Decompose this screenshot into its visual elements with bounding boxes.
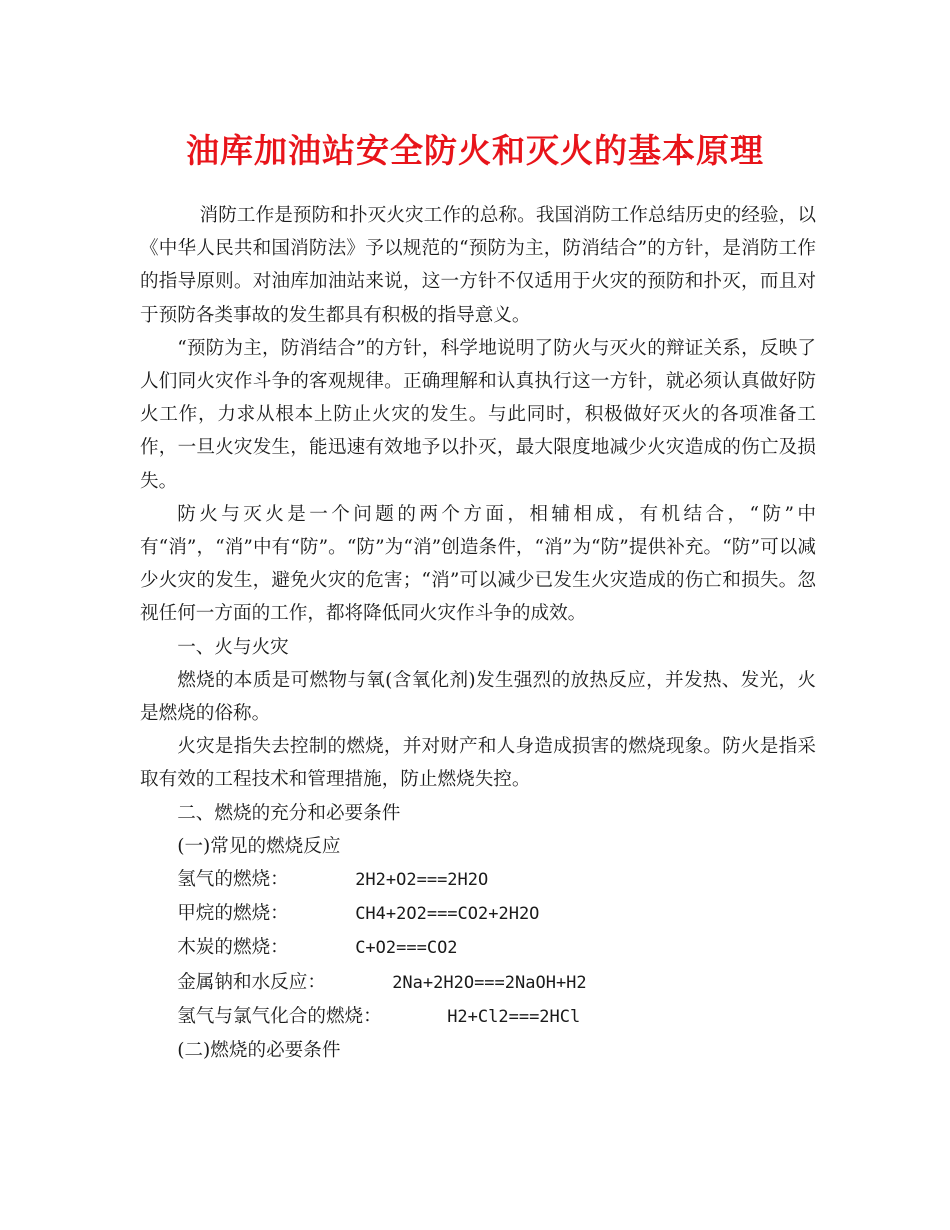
section-heading-conditions: 二、燃烧的充分和必要条件 bbox=[177, 802, 401, 824]
reaction-formula: H2+Cl2===2HCl bbox=[447, 1006, 581, 1027]
reaction-name: 金属钠和水反应： bbox=[177, 971, 326, 993]
reaction-formula: CH4+2O2===CO2+2H2O bbox=[355, 904, 540, 925]
reaction-row bbox=[140, 1000, 816, 1034]
reaction-row bbox=[140, 931, 816, 965]
paragraph-policy: “预防为主，防消结合”的方针，科学地说明了防火与灭火的辩证关系，反映了人们同火灾作斗争的客观规律。正确理解和认真执行这一方针，就必须认真做好防火工作，力求从根本上防止火灾的发生。与此同时，积极做好灭火的各项准备工作，一旦火灾发生，能迅速有效地予以扑灭，最大限度地减少火灾造成的伤亡及损失。 bbox=[140, 337, 816, 492]
reaction-formula: 2Na+2H2O===2NaOH+H2 bbox=[392, 972, 587, 993]
reaction-name: 木炭的燃烧： bbox=[177, 937, 289, 959]
reaction-row bbox=[140, 897, 816, 931]
document-title: 油库加油站安全防火和灭火的基本原理 bbox=[186, 131, 764, 170]
reaction-row bbox=[140, 966, 816, 1000]
paragraph-prevention: 防火与灭火是一个问题的两个方面，相辅相成，有机结合，“防”中有“消”，“消”中有“防”。“防”为“消”创造条件，“消”为“防”提供补充。“防”可以减少火灾的发生，避免火灾的危害；“消”可以减少已发生火灾造成的伤亡和损失。忽视任何一方面的工作，都将降低同火灾作斗争的成效。 bbox=[140, 503, 816, 625]
document-body bbox=[140, 199, 816, 1067]
paragraph-combustion: 燃烧的本质是可燃物与氧(含氧化剂)发生强烈的放热反应，并发热、发光，火是燃烧的俗称。 bbox=[140, 669, 816, 725]
paragraph-fire-definition: 火灾是指失去控制的燃烧，并对财产和人身造成损害的燃烧现象。防火是指采取有效的工程技术和管理措施，防止燃烧失控。 bbox=[140, 736, 816, 791]
reaction-name: 甲烷的燃烧： bbox=[177, 903, 289, 925]
subheading-reactions: (一)常见的燃烧反应 bbox=[177, 835, 341, 857]
reaction-name: 氢气与氯气化合的燃烧： bbox=[177, 1005, 382, 1027]
paragraph-intro: 消防工作是预防和扑灭火灾工作的总称。我国消防工作总结历史的经验，以《中华人民共和国消防法》予以规范的“预防为主，防消结合”的方针，是消防工作的指导原则。对油库加油站来说，这一方针不仅适用于火灾的预防和扑灭，而且对于预防各类事故的发生都具有积极的指导意义。 bbox=[140, 205, 816, 326]
reaction-formula: C+O2===CO2 bbox=[355, 938, 458, 959]
reaction-formula: 2H2+O2===2H2O bbox=[355, 870, 489, 891]
reaction-name: 氢气的燃烧： bbox=[177, 869, 289, 891]
subheading-necessary-conditions: (二)燃烧的必要条件 bbox=[177, 1040, 341, 1062]
section-heading-fire: 一、火与火灾 bbox=[177, 636, 289, 658]
reaction-row bbox=[140, 863, 816, 897]
